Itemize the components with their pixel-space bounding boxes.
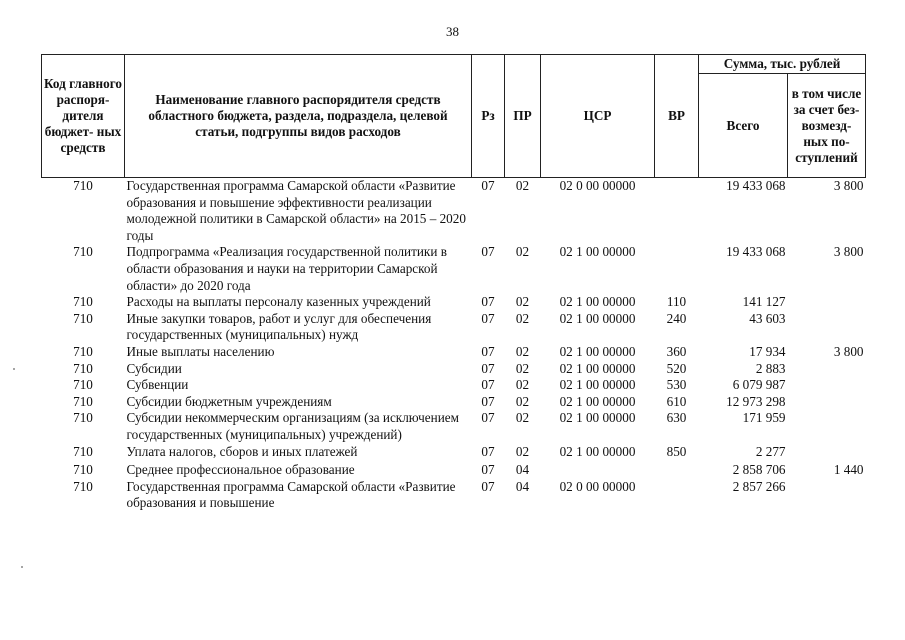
row-rz: 07	[481, 443, 495, 459]
row-pr: 02	[515, 343, 530, 359]
row-rz: 07	[481, 360, 495, 376]
row-total: 141 127	[742, 294, 786, 310]
row-csr: 02 1 00 00000	[559, 377, 636, 393]
table-row	[42, 244, 866, 294]
row-csr: 02 1 00 00000	[559, 443, 636, 459]
row-code: 710	[73, 462, 93, 478]
row-free	[788, 377, 866, 394]
row-pr: 04	[515, 478, 530, 494]
row-rz: 07	[481, 178, 495, 193]
row-vr	[655, 244, 699, 294]
row-name: Субвенции	[126, 377, 189, 393]
row-code: 710	[73, 443, 93, 459]
row-total: 2 883	[755, 360, 786, 376]
row-name: Расходы на выплаты персоналу казенных учреждений	[126, 294, 431, 310]
row-vr	[655, 178, 699, 245]
row-pr: 04	[515, 462, 530, 478]
row-name: Уплата налогов, сборов и иных платежей	[126, 443, 358, 459]
row-pr: 02	[515, 360, 530, 376]
row-vr: 610	[666, 393, 687, 409]
table-body	[42, 178, 866, 512]
table-row	[42, 178, 866, 245]
row-free	[788, 479, 866, 512]
row-rz: 07	[481, 410, 495, 426]
row-code: 710	[73, 343, 93, 359]
row-csr: 02 1 00 00000	[559, 343, 636, 359]
table-row	[42, 410, 866, 443]
row-free: 1 440	[833, 462, 864, 478]
row-free	[788, 410, 866, 443]
row-csr	[541, 460, 655, 479]
row-total: 2 858 706	[732, 462, 786, 478]
header-pr: ПР	[505, 55, 541, 178]
row-rz: 07	[481, 393, 495, 409]
table-row	[42, 311, 866, 344]
row-total: 19 433 068	[726, 178, 786, 193]
row-code: 710	[73, 244, 93, 260]
row-rz: 07	[481, 244, 495, 260]
table-row	[42, 344, 866, 361]
header-csr: ЦСР	[541, 55, 655, 178]
row-code: 710	[73, 393, 93, 409]
table-header	[42, 55, 866, 178]
row-rz: 07	[481, 310, 495, 326]
row-code: 710	[73, 178, 93, 193]
row-vr: 850	[666, 443, 687, 459]
row-code: 710	[73, 478, 93, 494]
row-code: 710	[73, 294, 93, 310]
row-name: Среднее профессиональное образование	[126, 462, 355, 478]
row-free	[788, 294, 866, 311]
table-row	[42, 460, 866, 479]
row-rz: 07	[481, 462, 495, 478]
row-pr: 02	[515, 294, 530, 310]
row-free	[788, 311, 866, 344]
row-vr	[655, 460, 699, 479]
row-free: 3 800	[833, 343, 864, 359]
row-name: Иные выплаты населению	[126, 343, 275, 359]
row-rz: 07	[481, 343, 495, 359]
row-pr: 02	[515, 377, 530, 393]
row-name: Субсидии	[126, 360, 182, 376]
row-csr: 02 1 00 00000	[559, 310, 636, 326]
row-vr: 630	[666, 410, 687, 426]
row-name: Подпрограмма «Реализация государственной политики в области образования и науки на территории Самарской области» до 2020 года	[126, 244, 447, 293]
row-code: 710	[73, 310, 93, 326]
row-code: 710	[73, 377, 93, 393]
row-csr: 02 1 00 00000	[559, 294, 636, 310]
row-pr: 02	[515, 393, 530, 409]
table-row	[42, 444, 866, 461]
row-vr: 530	[666, 377, 687, 393]
row-total: 19 433 068	[726, 244, 786, 260]
row-name: Субсидии некоммерческим организациям (за исключением государственных (муниципальных) учреждений)	[126, 410, 459, 442]
scan-speck	[21, 566, 23, 568]
header-name: Наименование главного распорядителя средств областного бюджета, раздела, подраздела, целевой статьи, подгруппы видов расходов	[125, 55, 472, 178]
row-pr: 02	[515, 178, 530, 193]
row-csr: 02 0 00 00000	[559, 178, 636, 193]
row-name: Иные закупки товаров, работ и услуг для обеспечения государственных (муниципальных) нужд	[126, 310, 432, 343]
table-row	[42, 294, 866, 311]
row-name: Государственная программа Самарской области «Развитие образования и повышение эффективности реализации молодежной политики в Самарской области» на 2015 – 2020 годы	[126, 178, 466, 243]
header-rz: Рз	[472, 55, 505, 178]
header-code: Код главного распоря- дителя бюджет- ных средств	[42, 55, 125, 178]
row-pr: 02	[515, 443, 530, 459]
header-total: Всего	[699, 74, 788, 178]
header-sum: Сумма, тыс. рублей	[699, 55, 866, 74]
scan-speck	[13, 368, 15, 370]
row-total: 17 934	[749, 343, 786, 359]
row-free: 3 800	[833, 178, 864, 193]
row-rz: 07	[481, 294, 495, 310]
row-pr: 02	[515, 244, 530, 260]
page-number: 38	[446, 24, 459, 39]
row-free	[788, 444, 866, 461]
row-name: Государственная программа Самарской области «Развитие образования и повышение	[126, 478, 456, 511]
table-row	[42, 394, 866, 411]
row-csr: 02 1 00 00000	[559, 393, 636, 409]
row-code: 710	[73, 360, 93, 376]
row-total: 2 857 266	[732, 478, 786, 494]
row-vr	[655, 479, 699, 512]
row-csr: 02 1 00 00000	[559, 360, 636, 376]
row-total: 171 959	[742, 410, 786, 426]
table-row	[42, 377, 866, 394]
header-vr: ВР	[655, 55, 699, 178]
table-row	[42, 479, 866, 512]
row-csr: 02 0 00 00000	[559, 478, 636, 494]
row-pr: 02	[515, 310, 530, 326]
row-vr: 240	[666, 310, 687, 326]
row-total: 43 603	[749, 310, 786, 326]
row-free	[788, 394, 866, 411]
row-rz: 07	[481, 478, 495, 494]
row-csr: 02 1 00 00000	[559, 410, 636, 426]
header-free: в том числе за счет без- возмезд- ных по- ступлений	[788, 74, 866, 178]
row-vr: 360	[666, 343, 687, 359]
budget-table	[41, 54, 866, 512]
row-vr: 520	[666, 360, 687, 376]
table-row	[42, 361, 866, 378]
row-pr: 02	[515, 410, 530, 426]
row-vr: 110	[666, 294, 687, 310]
row-free: 3 800	[833, 244, 864, 260]
row-name: Субсидии бюджетным учреждениям	[126, 393, 332, 409]
row-code: 710	[73, 410, 93, 426]
row-total: 2 277	[755, 443, 786, 459]
row-csr: 02 1 00 00000	[559, 244, 636, 260]
row-rz: 07	[481, 377, 495, 393]
row-total: 12 973 298	[726, 393, 786, 409]
row-total: 6 079 987	[732, 377, 786, 393]
row-free	[788, 361, 866, 378]
